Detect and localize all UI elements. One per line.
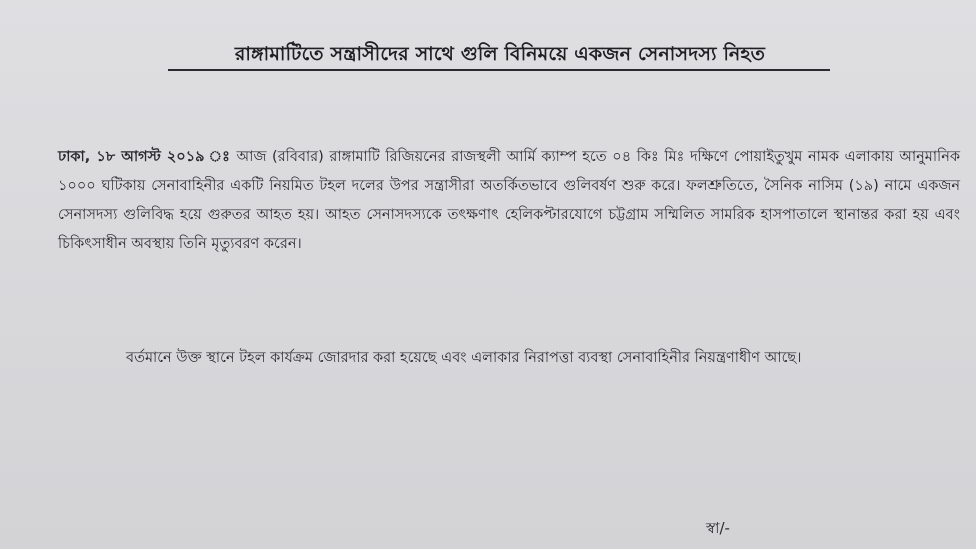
title-underline bbox=[168, 69, 830, 71]
body-paragraph-2: বর্তমানে উক্ত স্থানে টহল কার্যক্রম জোরদার করা হয়েছে এবং এলাকার নিরাপত্তা ব্যবস্থা সেনাবাহিনীর নিয়ন্ত্রণাধীণ আছে। bbox=[126, 350, 802, 366]
paragraph-1-text: আজ (রবিবার) রাঙ্গামাটি রিজিয়নের রাজস্থলী আর্মি ক্যাম্প হতে ০৪ কিঃ মিঃ দক্ষিণে পোয়াইতুখুম নামক এলাকায় আনুমানিক ১০০০ ঘটিকায় সেনাবাহিনীর একটি নিয়মিত টহল দলের উপর সন্ত্রাসীরা অতর্কিতভাবে গুলিবর্ষণ শুরু করে। ফলশ্রুতিতে, সৈনিক নাসিম (১৯) নামে একজন সেনাসদস্য গুলিবিদ্ধ হয়ে গুরুতর আহত হয়। আহত সেনাসদস্যকে তৎক্ষণাৎ হেলিকপ্টারযোগে চট্টগ্রাম সম্মিলিত সামরিক হাসপাতালে স্থানান্তর করা হয় এবং চিকিৎসাধীন অবস্থায় তিনি মৃত্যুবরণ করেন। bbox=[58, 149, 961, 252]
body-paragraph-1 bbox=[58, 143, 960, 259]
dateline: ঢাকা, ১৮ আগস্ট ২০১৯ ঃ bbox=[58, 149, 231, 165]
document-title: রাঙ্গামাটিতে সন্ত্রাসীদের সাথে গুলি বিনিময়ে একজন সেনাসদস্য নিহত bbox=[234, 43, 766, 65]
signature: স্বা/- bbox=[706, 519, 730, 537]
